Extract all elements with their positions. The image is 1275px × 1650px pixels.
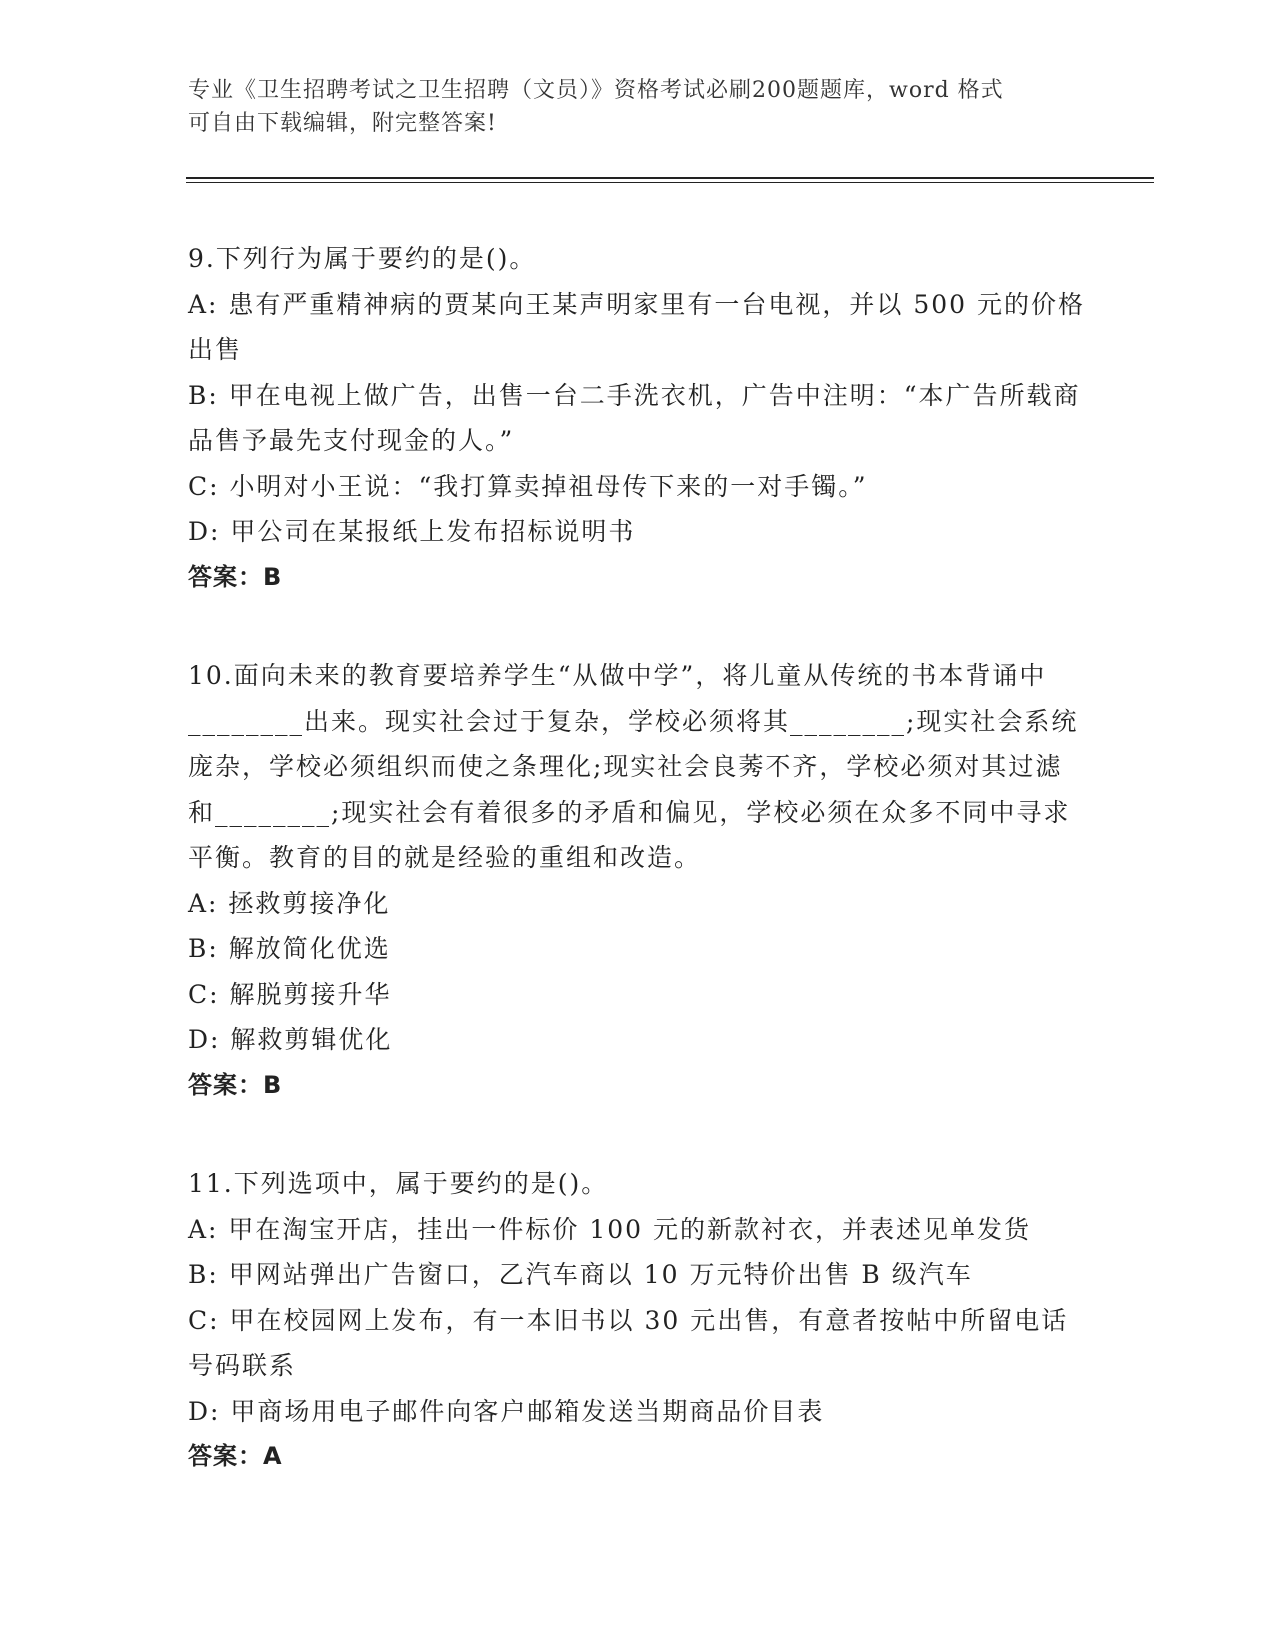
header-line-1: 专业《卫生招聘考试之卫生招聘（文员）》资格考试必刷200题题库，word 格式 [188,78,1004,103]
question-stem: 11.下列选项中，属于要约的是()。 [188,1169,609,1198]
option-c: C: 解脱剪接升华 [188,979,392,1009]
option-b: B: 甲在电视上做广告，出售一台二手洗衣机，广告中注明：“本广告所载商品售予最先支付现金的人。” [188,380,1081,455]
question-11 [188,1161,1088,1480]
option-c: C: 小明对小王说：“我打算卖掉祖母传下来的一对手镯。” [188,471,868,501]
option-b: B: 解放简化优选 [188,934,391,963]
option-d: D: 甲公司在某报纸上发布招标说明书 [188,517,636,546]
question-list [188,236,1088,1533]
option-a: A: 甲在淘宝开店，挂出一件标价 100 元的新款衬衣，并表述见单发货 [188,1214,1032,1244]
answer: 答案：B [188,562,283,591]
option-a: A: 患有严重精神病的贾某向王某声明家里有一台电视，并以 500 元的价格出售 [188,289,1086,364]
question-9 [188,236,1088,600]
header-divider-thin [186,182,1154,183]
answer: 答案：B [188,1070,283,1099]
header-line-2: 可自由下载编辑，附完整答案! [188,111,497,136]
header-divider [186,177,1154,179]
question-10 [188,653,1088,1108]
answer: 答案：A [188,1442,283,1470]
question-stem: 9.下列行为属于要约的是()。 [188,244,537,273]
question-stem: 10.面向未来的教育要培养学生“从做中学”，将儿童从传统的书本背诵中________出来。现实社会过于复杂，学校必须将其________;现实社会系统庞杂，学校必须组织而使之条理化;现实社会良莠不齐，学校必须对其过滤和________;现实社会有着很多的矛盾和偏见，学校必须在众多不同中寻求平衡。教育的目的就是经验的重组和改造。 [188,661,1079,872]
option-b: B: 甲网站弹出广告窗口，乙汽车商以 10 万元特价出售 B 级汽车 [188,1260,973,1289]
option-d: D: 甲商场用电子邮件向客户邮箱发送当期商品价目表 [188,1396,825,1426]
option-d: D: 解救剪辑优化 [188,1025,393,1054]
document-header [188,74,1068,140]
option-c: C: 甲在校园网上发布，有一本旧书以 30 元出售，有意者按帖中所留电话号码联系 [188,1305,1069,1380]
option-a: A: 拯救剪接净化 [188,888,391,918]
